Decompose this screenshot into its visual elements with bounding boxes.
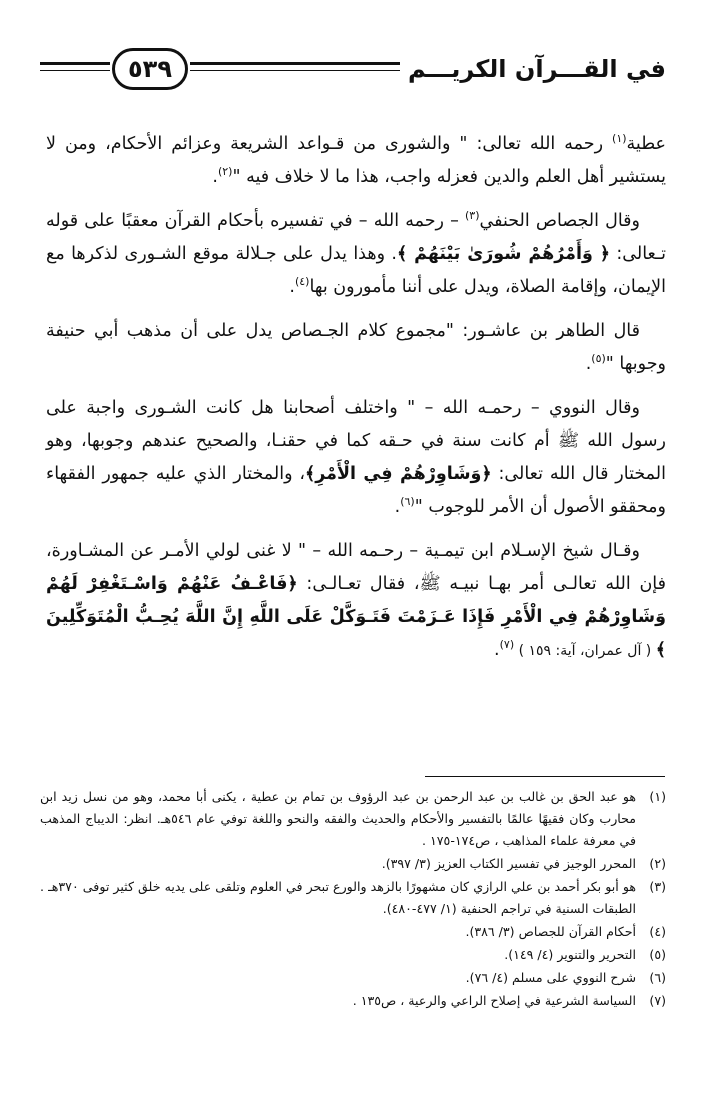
header-rule-left-bottom — [40, 70, 110, 71]
footnote-ref-3: (٣) — [464, 209, 480, 223]
p2-text-b: – رحمه الله – في تفسيره بأحكام القرآن معقبًا على قوله تـعالى: — [46, 211, 666, 264]
paragraph-5 — [46, 535, 666, 668]
footnote-3 — [40, 876, 666, 920]
p5-text-a: وقـال شيخ الإسـلام ابن تيمـية – رحـمه الله – " لا غنى لولي الأمـر عن المشـاورة، فإن الله تعالـى أمر بهـا نبيـه ﷺ، فقال تعـالـى: — [46, 541, 666, 594]
footnote-number: (١) — [649, 789, 666, 804]
quran-verse-3: ﴿فَاعْـفُ عَنْهُمْ وَاسْـتَغْفِرْ لَهُمْ وَشَاوِرْهُمْ فِي الْأَمْرِ فَإِذَا عَـزَمْتَ فَتَـوَكَّلْ عَلَى اللَّهِ إِنَّ اللَّهَ يُحِـبُّ الْمُتَوَكِّلِينَ ﴾ — [46, 574, 666, 660]
p4-text-a: وقال النووي – رحمـه الله – " واختلف أصحابنا هل كانت الشـورى واجبة على رسول الله ﷺ أم كانت سنة في حـقه كما في حقنـا، والصحيح عندهم وجوبها، وهو المختار قال الله تعالى: — [46, 398, 666, 484]
footnote-4 — [40, 921, 666, 943]
footnote-number: (٤) — [649, 924, 666, 939]
footnote-ref-6: (٦) — [400, 495, 415, 509]
footnote-text: المحرر الوجيز في تفسير الكتاب العزيز (٣/ ٣٩٧). — [381, 856, 636, 871]
header-rule-left-top — [40, 62, 110, 65]
p3-text-b: . — [585, 354, 592, 374]
p1-text-a: عطية — [626, 134, 666, 154]
footnote-5 — [40, 944, 666, 966]
running-title: في القـــرآن الكريـــم — [407, 55, 667, 83]
footnote-ref-7: (٧) — [499, 638, 515, 652]
footnote-ref-1: (١) — [612, 132, 627, 146]
p1-text-b: رحمه الله تعالى: " والشورى من قـواعد الشريعة وعزائم الأحكام، ومن لا يستشير أهل العلم والدين فعزله واجب، هذا ما لا خلاف فيه " — [46, 134, 666, 187]
p4-text-b: ، والمختار الذي عليه جمهور الفقهاء ومحققو الأصول أن الأمر للوجوب " — [46, 464, 666, 517]
footnote-number: (٦) — [649, 970, 666, 985]
footnote-text: هو عبد الحق بن غالب بن عبد الرحمن بن عبد الرؤوف بن تمام بن عطية ، يكنى أبا محمد، وهو من نسل زيد ابن محارب وكان فقيهًا عالمًا بالتفسير والأحكام والحديث والفقه والنحو واللغة توفي عام ٥٤٦هـ. انظر: الديباج المذهب في معرفة علماء المذاهب ، ص١٧٤-١٧٥ . — [40, 789, 636, 848]
footnote-ref-4: (٤) — [294, 275, 310, 289]
paragraph-3 — [46, 315, 666, 381]
footnote-text: التحرير والتنوير (٤/ ١٤٩). — [504, 947, 636, 962]
verse-reference: ( آل عمران، آية: ١٥٩ ) — [514, 643, 656, 659]
p4-text-c: . — [394, 497, 401, 517]
footnote-2 — [40, 853, 666, 875]
footnote-1 — [40, 786, 666, 852]
footnote-number: (٥) — [649, 947, 666, 962]
footnote-text: السياسة الشرعية في إصلاح الراعي والرعية ، ص١٣٥ . — [352, 993, 636, 1008]
p2-text-c: . وهذا يدل على جـلالة موقع الشـورى لذكرها مع الإيمان، وإقامة الصلاة، ويدل على أننا مأمورون بها — [46, 244, 666, 297]
p3-text-a: قال الطاهر بن عاشـور: "مجموع كلام الجـصاص يدل على أن مذهب أبي حنيفة وجوبها " — [46, 321, 666, 374]
p5-text-b: . — [494, 640, 500, 660]
quran-verse-1: ﴿ وَأَمْرُهُمْ شُورَىٰ بَيْنَهُمْ ﴾ — [396, 244, 611, 264]
page-number: ٥٣٩ — [112, 48, 188, 90]
footnote-text: شرح النووي على مسلم (٤/ ٧٦). — [465, 970, 636, 985]
footnote-text: هو أبو بكر أحمد بن علي الرازي كان مشهورًا بالزهد والورع تبحر في العلوم وتلقى على يديه خلق كثير توفى ٣٧٠هـ . الطبقات السنية في تراجم الحنفية (١/ ٤٧٧-٤٨٠). — [40, 879, 636, 916]
paragraph-2 — [46, 205, 666, 304]
page-header — [40, 46, 680, 106]
footnote-ref-2: (٢) — [217, 165, 233, 179]
footnote-7 — [40, 990, 666, 1012]
footnotes — [40, 786, 666, 1013]
footnote-number: (٢) — [649, 856, 666, 871]
footnote-number: (٧) — [649, 993, 666, 1008]
p2-text-d: . — [289, 277, 295, 297]
header-rule-middle-bottom — [190, 70, 400, 71]
header-rule-middle-top — [190, 62, 400, 65]
paragraph-4 — [46, 392, 666, 524]
paragraph-1 — [46, 128, 666, 194]
footnote-separator — [425, 776, 665, 777]
footnote-number: (٣) — [649, 879, 666, 894]
p2-text-a: وقال الجصاص الحنفي — [479, 211, 640, 231]
quran-verse-2: ﴿وَشَاوِرْهُمْ فِي الْأَمْرِ﴾ — [305, 464, 492, 484]
footnote-6 — [40, 967, 666, 989]
main-text — [46, 128, 666, 679]
footnote-ref-5: (٥) — [591, 352, 606, 366]
p1-text-c: . — [212, 167, 218, 187]
footnote-text: أحكام القرآن للجصاص (٣/ ٣٨٦). — [465, 924, 636, 939]
